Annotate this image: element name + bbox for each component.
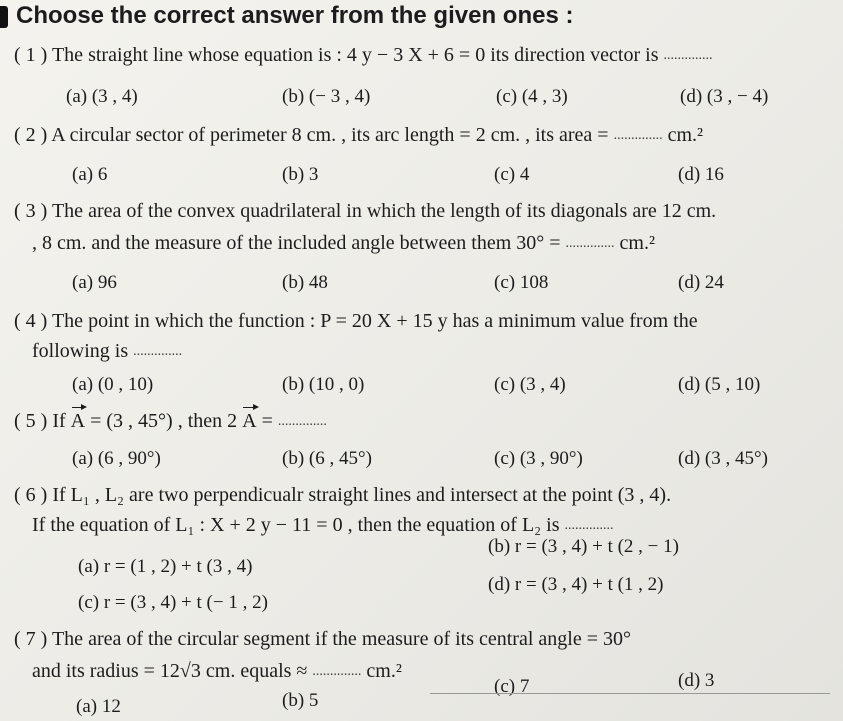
question-3-number: ( 3 ) [14,200,48,222]
question-4-option-d[interactable]: (d) (5 , 10) [678,374,761,395]
bottom-divider [430,693,830,694]
question-4-option-c[interactable]: (c) (3 , 4) [494,374,566,395]
question-5-stem: = (3 , 45°) , then 2 [90,410,238,432]
question-4-stem-cont: following is [32,340,129,362]
question-5-vector-a: A [70,410,86,432]
question-6-option-d[interactable]: (d) r = (3 , 4) + t (1 , 2) [488,574,664,595]
question-3-option-b[interactable]: (b) 48 [282,272,328,293]
question-5-equals: = [261,410,273,432]
question-3-text-line-1 [14,200,716,223]
question-3-option-d[interactable]: (d) 24 [678,272,724,293]
question-7-blank: .............. [312,664,362,679]
question-5-vector-a-2: A [242,410,257,432]
question-1-option-d[interactable]: (d) (3 , − 4) [680,86,769,107]
question-4-option-b[interactable]: (b) (10 , 0) [282,374,365,395]
question-5-blank: .............. [277,414,327,429]
question-2-unit: cm.² [667,124,704,146]
question-4-option-a[interactable]: (a) (0 , 10) [72,374,154,395]
question-2-text [14,124,703,147]
question-7-text-line-2 [32,660,402,683]
question-5-option-d[interactable]: (d) (3 , 45°) [678,448,768,469]
question-1-number: ( 1 ) [14,44,48,66]
question-2-blank: .............. [613,128,663,143]
question-6-number: ( 6 ) [14,484,48,506]
question-3-unit: cm.² [619,232,655,254]
question-7-stem-cont: and its radius = 12√3 cm. equals ≈ [32,660,308,682]
question-6-option-b[interactable]: (b) r = (3 , 4) + t (2 , − 1) [488,536,679,557]
question-3-text-line-2 [32,232,655,255]
question-2-option-c[interactable]: (c) 4 [494,164,530,185]
question-5-option-b[interactable]: (b) (6 , 45°) [282,448,372,469]
question-7-option-a[interactable]: (a) 12 [76,696,121,717]
question-6-stem: If L₁ , L₂ are two perpendicualr straight lines and intersect at the point (3 , 4). [52,484,672,506]
question-5-option-a[interactable]: (a) (6 , 90°) [72,448,161,469]
question-5-if: If [52,410,66,432]
question-7-option-c[interactable]: (c) 7 [494,676,530,697]
question-1-stem: The straight line whose equation is : 4 y − 3 X + 6 = 0 its direction vector is [51,44,659,66]
question-2-option-b[interactable]: (b) 3 [282,164,319,185]
question-4-number: ( 4 ) [14,310,48,332]
question-6-option-c[interactable]: (c) r = (3 , 4) + t (− 1 , 2) [78,592,268,613]
question-1-text [14,44,712,67]
question-7-unit: cm.² [366,660,402,682]
question-7-number: ( 7 ) [14,628,48,650]
question-4-text-line-2 [32,340,182,363]
question-6-text-line-2 [32,514,614,537]
heading-marker [0,6,8,28]
question-2-option-a[interactable]: (a) 6 [72,164,108,185]
question-5-number: ( 5 ) [14,410,48,432]
worksheet-heading: Choose the correct answer from the given ones : [16,2,574,29]
question-7-text-line-1 [14,628,631,651]
question-5-text [14,410,327,433]
question-3-blank: .............. [565,236,615,251]
question-2-stem: A circular sector of perimeter 8 cm. , its arc length = 2 cm. , its area = [51,124,609,146]
question-4-stem: The point in which the function : P = 20 X + 15 y has a minimum value from the [51,310,698,332]
question-6-stem-cont: If the equation of L₁ : X + 2 y − 11 = 0 , then the equation of L₂ is [32,514,560,536]
question-7-option-d[interactable]: (d) 3 [678,670,715,691]
question-3-stem: The area of the convex quadrilateral in which the length of its diagonals are 12 cm. [51,200,717,222]
question-3-option-a[interactable]: (a) 96 [72,272,117,293]
question-6-blank: .............. [564,518,614,533]
question-2-number: ( 2 ) [14,124,48,146]
question-4-text-line-1 [14,310,698,333]
question-1-blank: .............. [663,48,713,63]
question-5-option-c[interactable]: (c) (3 , 90°) [494,448,583,469]
question-6-option-a[interactable]: (a) r = (1 , 2) + t (3 , 4) [78,556,253,577]
question-4-blank: .............. [133,344,183,359]
question-1-option-a[interactable]: (a) (3 , 4) [66,86,138,107]
question-3-stem-cont: , 8 cm. and the measure of the included angle between them 30° = [32,232,561,254]
question-1-option-b[interactable]: (b) (− 3 , 4) [282,86,371,107]
question-6-text-line-1 [14,484,671,507]
question-3-option-c[interactable]: (c) 108 [494,272,549,293]
question-7-option-b[interactable]: (b) 5 [282,690,319,711]
question-2-option-d[interactable]: (d) 16 [678,164,724,185]
question-7-stem: The area of the circular segment if the measure of its central angle = 30° [51,628,631,650]
question-1-option-c[interactable]: (c) (4 , 3) [496,86,568,107]
